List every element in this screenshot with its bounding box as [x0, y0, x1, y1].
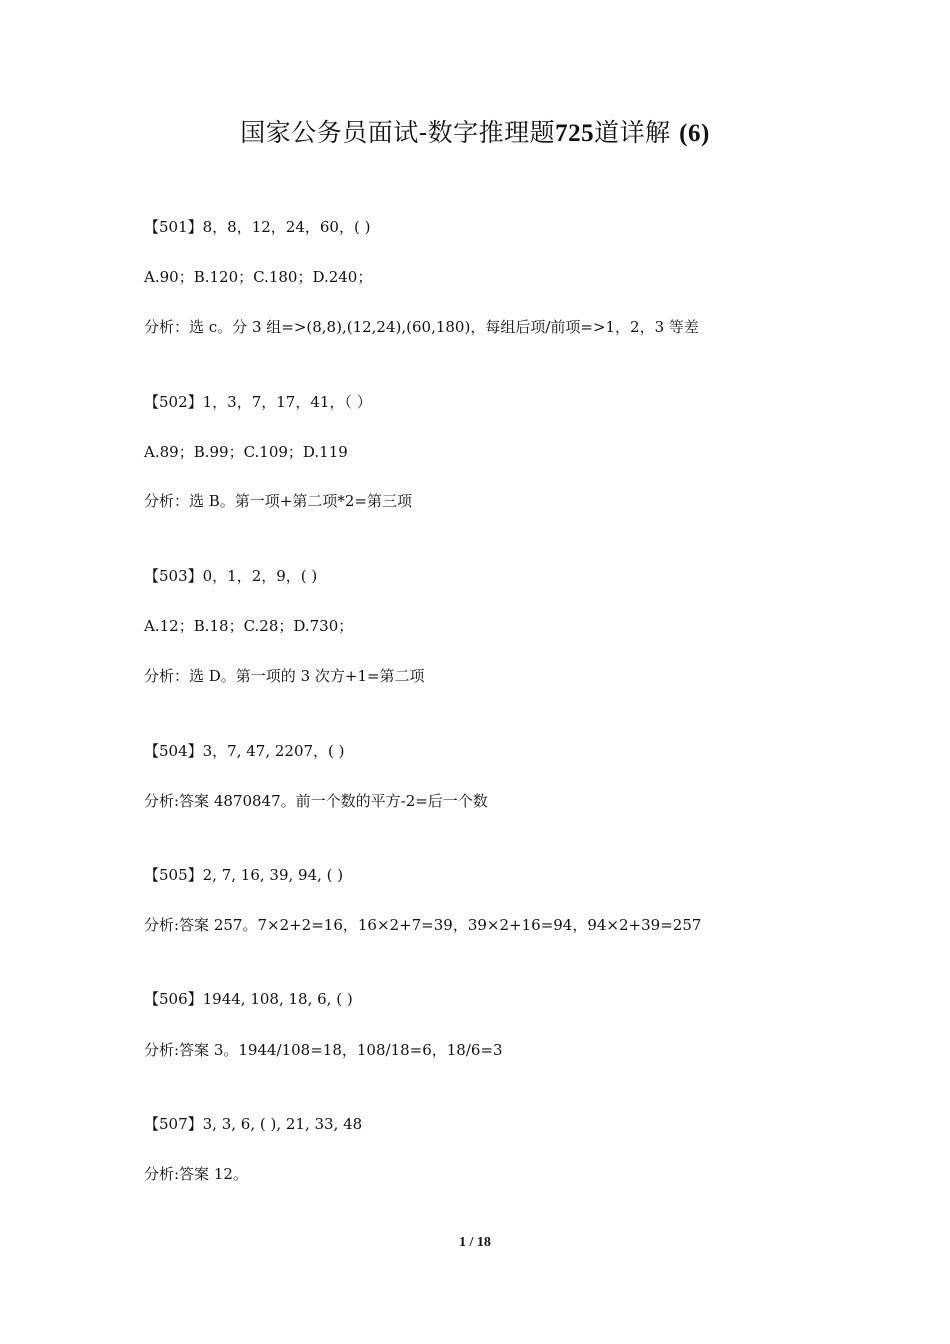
title-suffix: 道详解 — [594, 118, 671, 147]
problem-503-options: A.12；B.18；C.28；D.730； — [144, 617, 354, 635]
problem-505-question: 【505】2, 7, 16, 39, 94, ( ) — [144, 866, 344, 884]
problem-502-question: 【502】1，3，7，17，41，（ ） — [144, 393, 372, 411]
problem-503-analysis: 分析：选 D。第一项的 3 次方+1=第二项 — [144, 667, 425, 685]
page-indicator: 1 / 18 — [459, 1235, 491, 1250]
problem-506-analysis: 分析:答案 3。1944/108=18，108/18=6，18/6=3 — [144, 1041, 503, 1059]
problem-506-question: 【506】1944, 108, 18, 6, ( ) — [144, 990, 353, 1008]
problem-501-question: 【501】8，8，12，24，60，( ) — [144, 218, 371, 236]
problem-502-options: A.89；B.99；C.109；D.119 — [144, 443, 348, 461]
problem-505-analysis: 分析:答案 257。7×2+2=16，16×2+7=39，39×2+16=94，94×2+39=257 — [144, 916, 702, 934]
title-part: (6) — [679, 120, 710, 147]
problem-502-analysis: 分析：选 B。第一项+第二项*2=第三项 — [144, 492, 412, 510]
problem-504-question: 【504】3，7, 47, 2207，( ) — [144, 742, 345, 760]
problem-504-analysis: 分析:答案 4870847。前一个数的平方-2=后一个数 — [144, 792, 488, 810]
document-title — [0, 113, 950, 154]
problem-507-analysis: 分析:答案 12。 — [144, 1165, 248, 1183]
problem-503-question: 【503】0，1，2，9，( ) — [144, 567, 318, 585]
title-number: 725 — [555, 120, 595, 147]
title-prefix: 国家公务员面试-数字推理题 — [240, 118, 556, 147]
problem-501-analysis: 分析：选 c。分 3 组=>(8,8),(12,24),(60,180)，每组后项/前项=>1，2，3 等差 — [144, 318, 699, 336]
problem-501-options: A.90；B.120；C.180；D.240； — [144, 268, 373, 286]
problem-507-question: 【507】3, 3, 6, ( ), 21, 33, 48 — [144, 1115, 363, 1133]
